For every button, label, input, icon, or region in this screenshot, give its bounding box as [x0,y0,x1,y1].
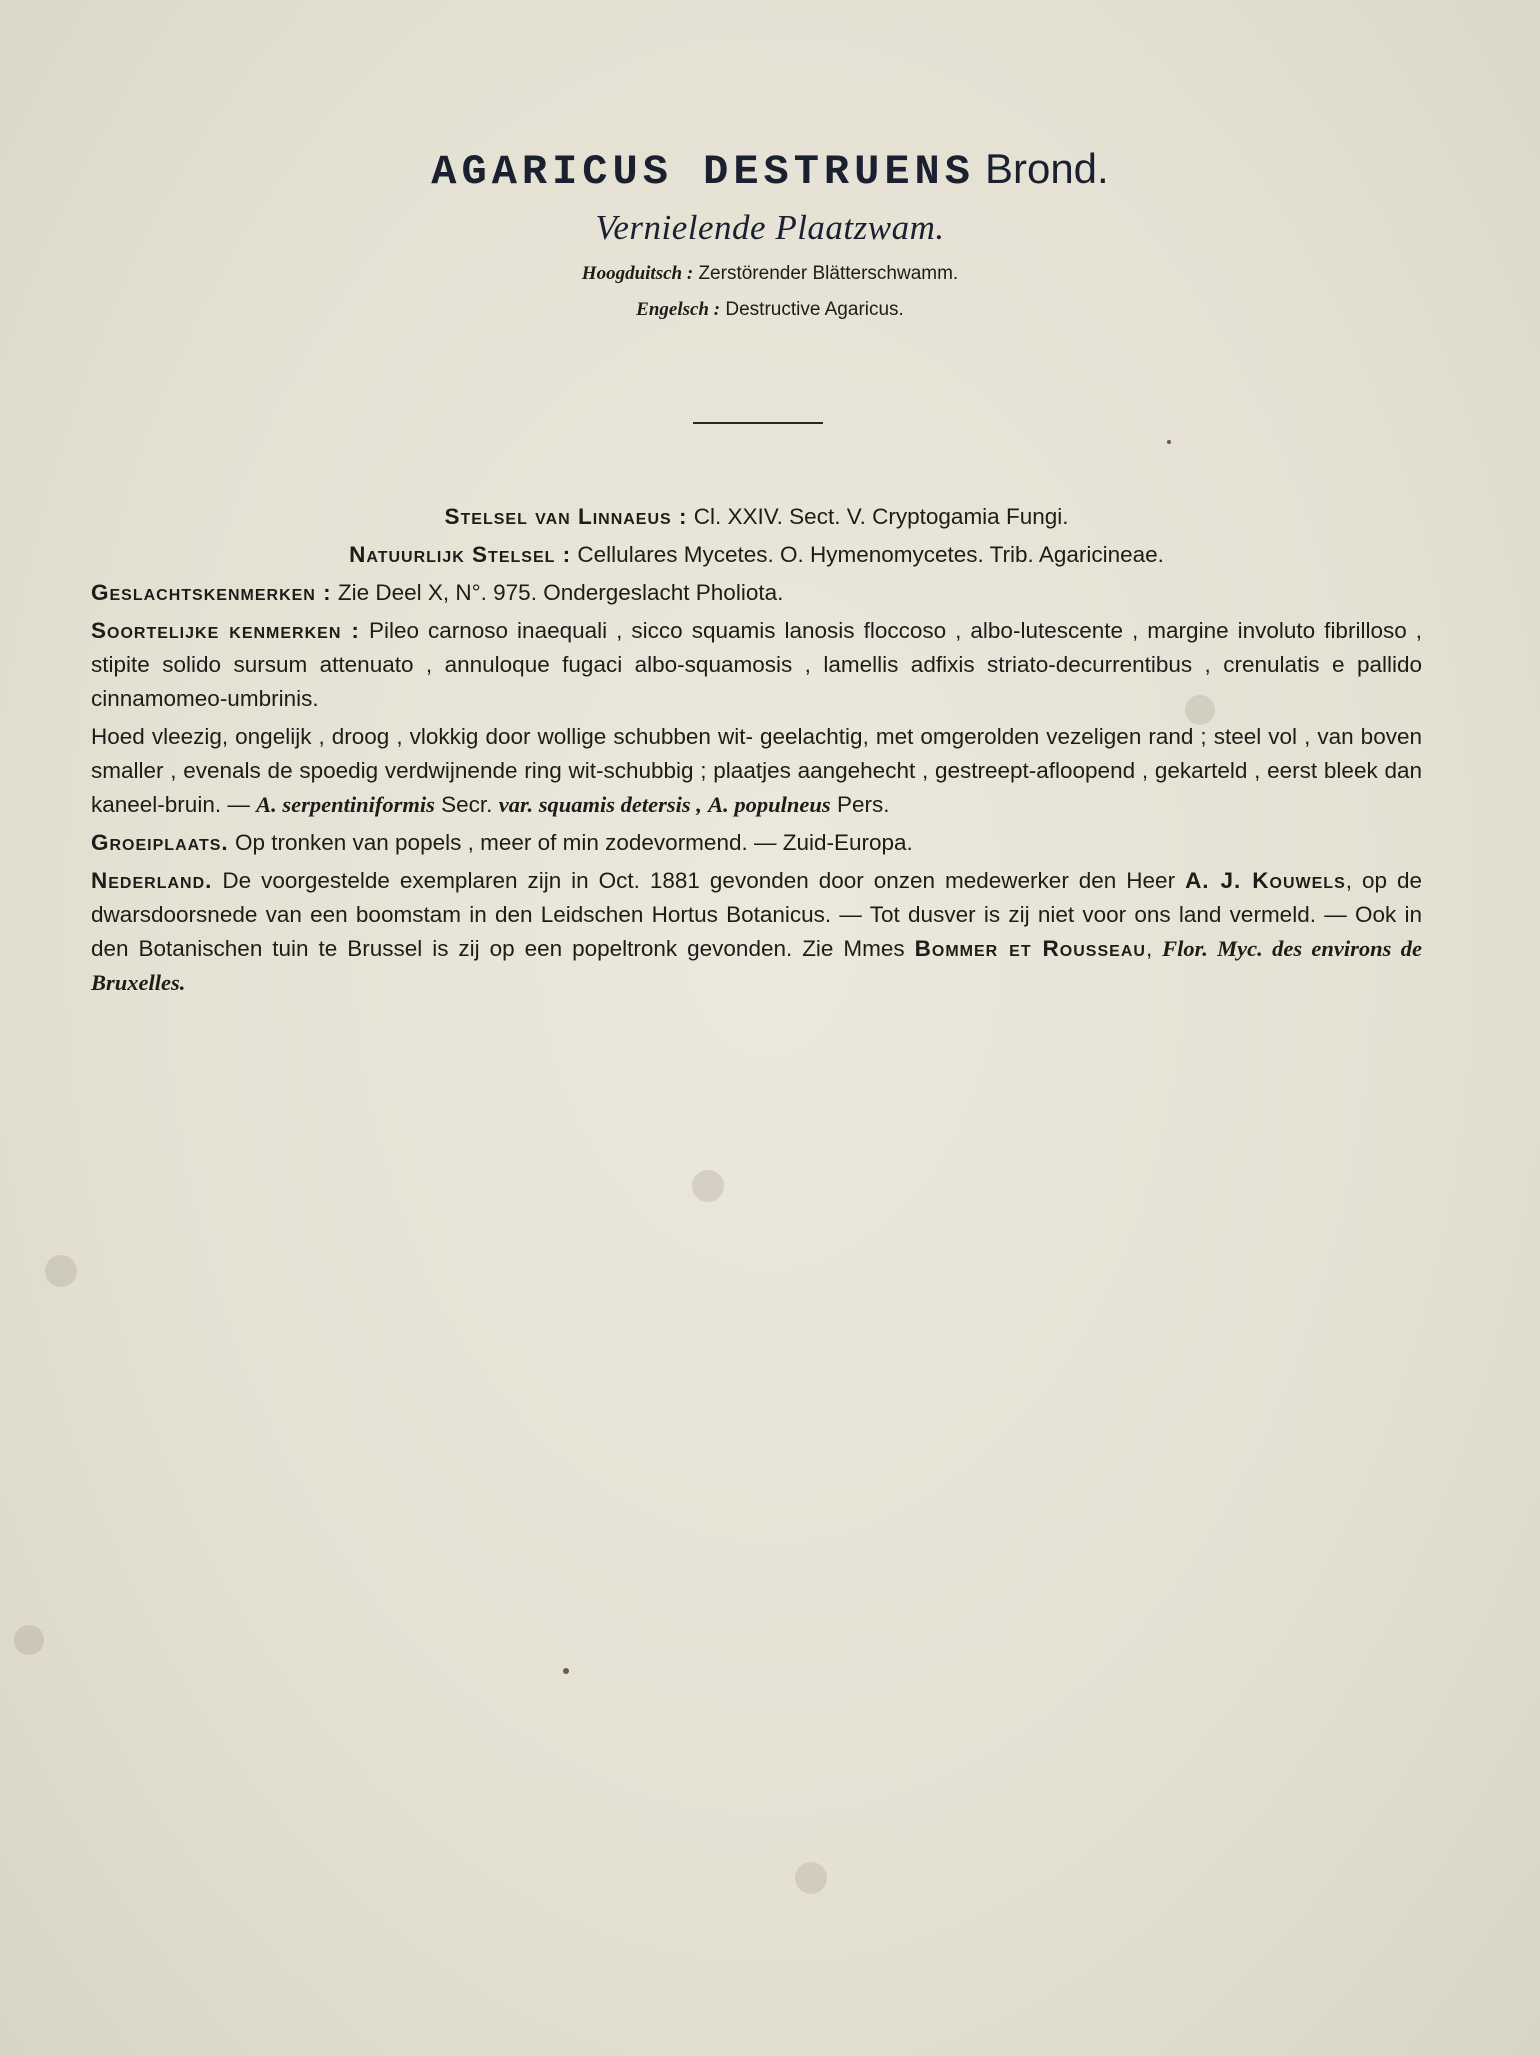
language-label: Hoogduitsch : [581,263,694,284]
netherlands-paragraph [91,864,1422,1000]
section-label: Soortelijke kenmerken : [91,618,360,643]
person-name: A. J. Kouwels [1185,868,1346,893]
subtitle: Vernielende Plaatzwam. [595,208,945,247]
body-text [91,500,1422,1004]
natural-system-line [91,538,1422,572]
section-label: Stelsel van Linnaeus : [444,504,688,529]
section-label: Groeiplaats. [91,830,229,855]
language-line-english [0,290,1540,330]
synonym-name: A. populneus [708,792,831,817]
genus-line [91,576,1422,610]
synonym-author: Pers. [836,792,890,817]
language-value: Destructive Agaricus. [725,299,904,320]
description-paragraph [91,720,1422,822]
paper-spot [795,1862,827,1894]
section-label: Nederland. [91,868,213,893]
habitat-paragraph [91,826,1422,860]
section-label: Natuurlijk Stelsel : [349,542,572,567]
paper-spot [692,1170,724,1202]
section-value: Cl. XXIV. Sect. V. Cryptogamia Fungi. [693,504,1069,529]
synonym-author: Secr. [441,792,493,817]
language-value: Zerstörender Blätterschwamm. [698,263,959,284]
section-value: Op tronken van popels , meer of min zodevormend. — Zuid-Europa. [234,830,913,855]
description-text: Hoed vleezig, ongelijk , droog , vlokkig door wollige schubben wit- geelachtig, met omgerolden vezeligen rand ; steel vol , van boven smaller , evenals de spoedig verdwijnende ring wit-schubbig ; plaatjes aangehecht , gestreept-afloopend , gekarteld , eerst bleek dan kaneel-bruin. — [91,724,1422,817]
section-value: , op de dwarsdoorsnede van een boomstam in den Leidschen Hortus Botanicus. — Tot dusver is zij niet voor ons land vermeld. — Ook in den Botanischen tuin te Brussel is zij op een popeltronk gevonden. Zie Mmes [91,868,1422,961]
section-value: Pileo carnoso inaequali , sicco squamis lanosis floccoso , albo-lutescente , margine involuto fibrilloso , stipite solido sursum attenuato , annuloque fugaci albo-squamosis , lamellis adfixis striato-decurrentibus , crenulatis e pallido cinnamomeo-umbrinis. [91,618,1422,711]
title-name: AGARICUS DESTRUENS [431,148,975,196]
paper-speck [1167,440,1171,444]
header [0,138,1540,330]
synonym-name: A. serpentiniformis [256,792,435,817]
reference-title: Flor. Myc. des environs de Bruxelles. [91,936,1422,995]
paper-spot [45,1255,77,1287]
section-value: De voorgestelde exemplaren zijn in Oct. 1881 gevonden door onzen medewerker den Heer [222,868,1176,893]
paper-speck [563,1668,569,1674]
species-paragraph [91,614,1422,716]
section-label: Geslachtskenmerken : [91,580,332,605]
synonym-variety: var. squamis detersis , [498,792,702,817]
punctuation: , [1145,936,1153,961]
title [0,138,1540,202]
section-value: Zie Deel X, N°. 975. Ondergeslacht Pholiota. [337,580,784,605]
section-value: Cellulares Mycetes. O. Hymenomycetes. Trib. Agaricineae. [577,542,1164,567]
reference-authors: Bommer et Rousseau [914,936,1146,961]
linnaeus-line [91,500,1422,534]
title-author: Brond. [984,145,1109,192]
language-line-german [0,254,1540,294]
paper-spot [14,1625,44,1655]
divider-rule [693,422,823,424]
language-label: Engelsch : [636,299,721,320]
